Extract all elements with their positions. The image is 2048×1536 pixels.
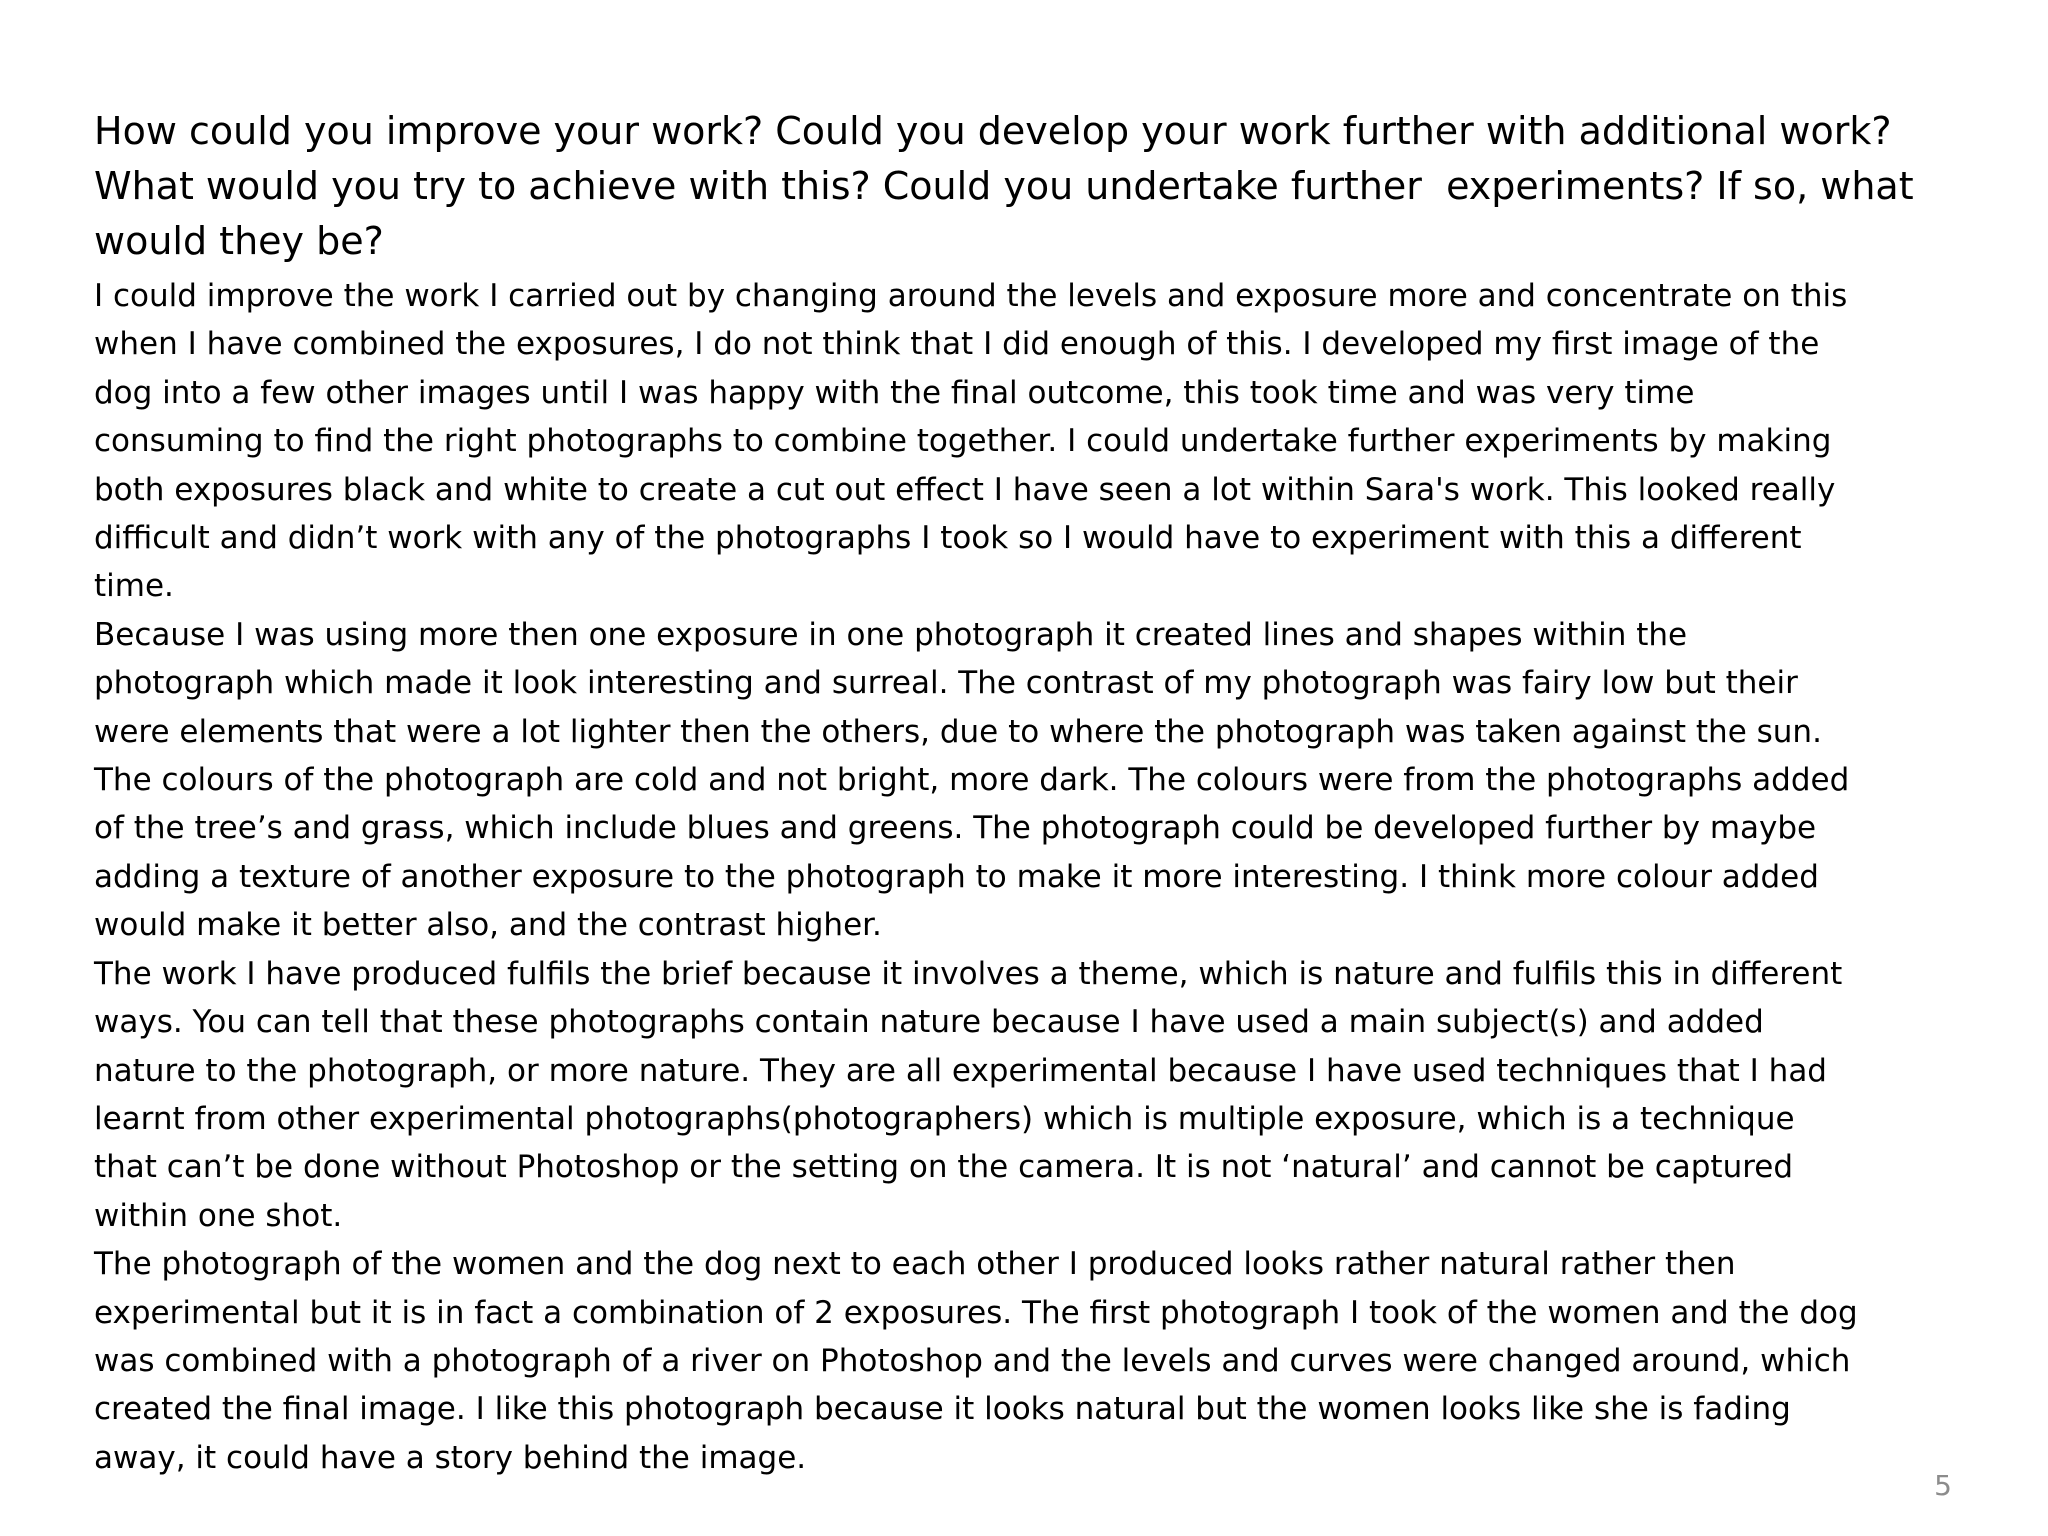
slide-number: 5	[1934, 1469, 1952, 1502]
text-line: were elements that were a lot lighter then the others, due to where the photograph was taken against the sun.	[94, 713, 1822, 750]
text-line: I could improve the work I carried out by changing around the levels and exposure more and concentrate on this	[94, 278, 1848, 314]
text-line: of the tree’s and grass, which include blues and greens. The photograph could be developed further by maybe	[94, 810, 1817, 847]
text-line: would make it better also, and the contrast higher.	[94, 907, 882, 944]
text-line: consuming to find the right photographs to combine together. I could undertake further experiments by making	[94, 423, 1832, 460]
text-line: experimental but it is in fact a combination of 2 exposures. The first photograph I took of the women and the dog	[94, 1294, 1858, 1331]
question-line: What would you try to achieve with this? Could you undertake further experiments? If so, what	[94, 164, 1914, 208]
paragraph-analysis	[94, 611, 1974, 950]
text-line: time.	[94, 568, 174, 605]
text-line: Because I was using more then one exposure in one photograph it created lines and shapes within the	[94, 616, 1688, 653]
text-line: The colours of the photograph are cold and not bright, more dark. The colours were from the photographs added	[94, 762, 1850, 799]
paragraph-final-image	[94, 1240, 1974, 1482]
text-line: learnt from other experimental photographs(photographers) which is multiple exposure, which is a technique	[94, 1100, 1795, 1137]
paragraph-improvements	[94, 272, 1974, 611]
text-line: created the final image. I like this photograph because it looks natural but the women looks like she is fading	[94, 1391, 1791, 1428]
text-line: The photograph of the women and the dog next to each other I produced looks rather natural rather then	[94, 1246, 1736, 1283]
text-line: was combined with a photograph of a river on Photoshop and the levels and curves were changed around, which	[94, 1342, 1851, 1379]
text-line: within one shot.	[94, 1197, 343, 1234]
question-line: would they be?	[94, 219, 384, 263]
text-line: that can’t be done without Photoshop or the setting on the camera. It is not ‘natural’ and cannot be captured	[94, 1149, 1794, 1186]
text-line: The work I have produced fulfils the brief because it involves a theme, which is nature and fulfils this in different	[94, 955, 1843, 992]
text-line: dog into a few other images until I was happy with the final outcome, this took time and was very time	[94, 374, 1695, 411]
question-line: How could you improve your work? Could you develop your work further with additional work?	[94, 109, 1892, 153]
text-line: photograph which made it look interesting and surreal. The contrast of my photograph was fairy low but their	[94, 665, 1798, 702]
text-line: both exposures black and white to create a cut out effect I have seen a lot within Sara's work. This looked really	[94, 471, 1836, 508]
paragraph-brief	[94, 950, 1974, 1240]
text-line: when I have combined the exposures, I do not think that I did enough of this. I developed my first image of the	[94, 326, 1820, 363]
text-line: nature to the photograph, or more nature. They are all experimental because I have used techniques that I had	[94, 1052, 1827, 1089]
text-line: away, it could have a story behind the image.	[94, 1439, 807, 1476]
text-line: adding a texture of another exposure to the photograph to make it more interesting. I think more colour added	[94, 858, 1819, 895]
slide-content	[94, 104, 1974, 1482]
text-line: ways. You can tell that these photographs contain nature because I have used a main subject(s) and added	[94, 1004, 1764, 1041]
question-heading	[94, 104, 1974, 269]
text-line: difficult and didn’t work with any of the photographs I took so I would have to experiment with this a different	[94, 520, 1802, 557]
